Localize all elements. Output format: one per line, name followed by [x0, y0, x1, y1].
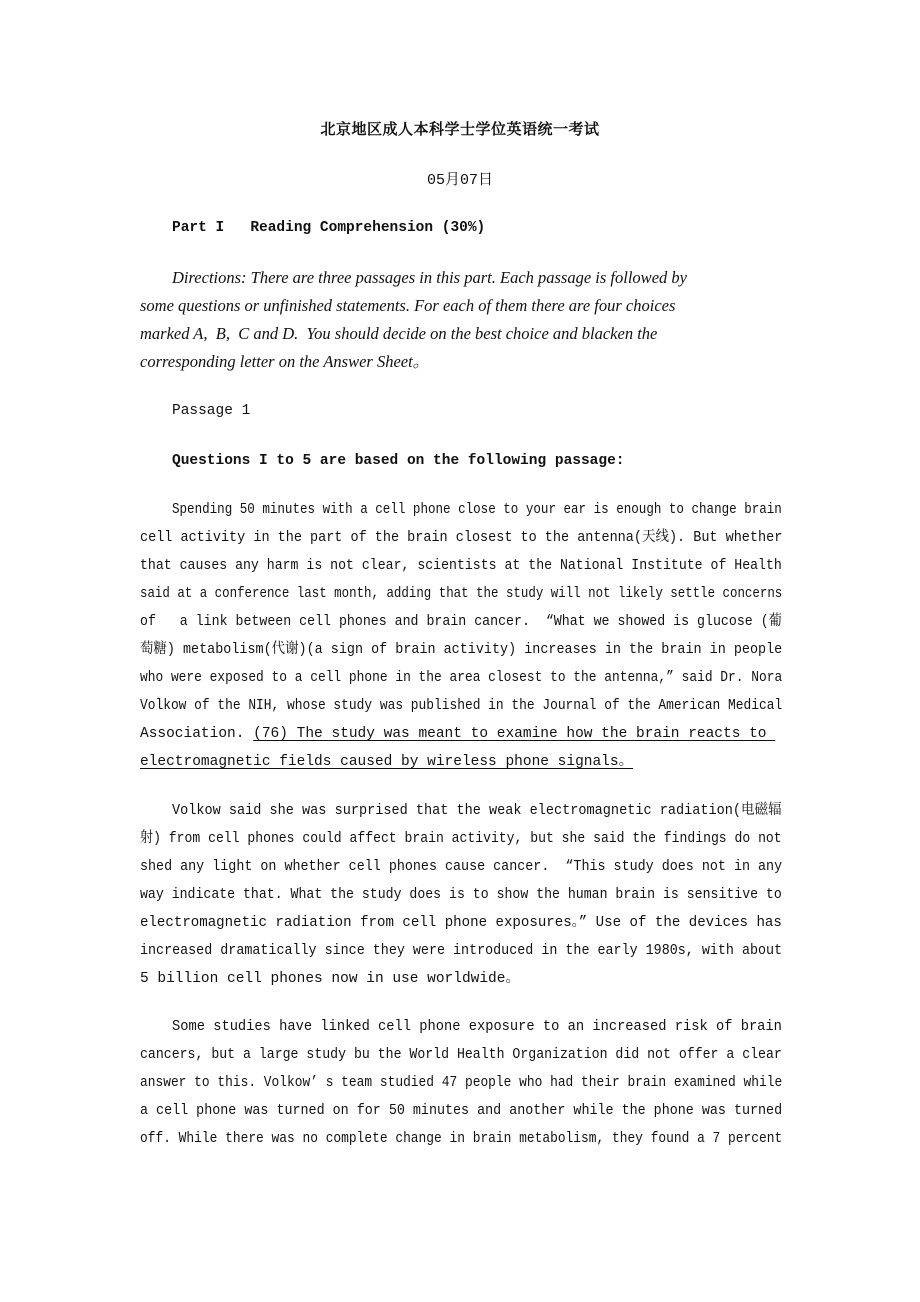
paragraph-line: cell activity in the part of the brain closest to the antenna(天线). But whether [140, 530, 783, 546]
directions-line: marked A, B, C and D. You should decide on the best choice and blacken the [140, 324, 658, 343]
directions-line: Directions: There are three passages in this part. Each passage is followed by [172, 268, 687, 287]
paragraph-line [140, 724, 775, 744]
paragraph-line: 萄糖) metabolism(代谢)(a sign of brain activity) increases in the brain in people [140, 642, 783, 658]
underlined-translation-sentence: electromagnetic fields caused by wireless phone signals。 [140, 754, 634, 770]
passage-label: Passage 1 [172, 403, 251, 419]
underlined-translation-sentence: (76) The study was meant to examine how the brain reacts to [253, 726, 776, 742]
paragraph-text: Association. [140, 726, 254, 742]
paragraph-line: off. While there was no complete change in brain metabolism, they found a 7 percent [140, 1131, 783, 1147]
paragraph-line: who were exposed to a cell phone in the area closest to the antenna,” said Dr. Nora [140, 670, 783, 686]
paragraph-line: that causes any harm is not clear, scientists at the National Institute of Health [140, 558, 782, 574]
paragraph-line: Volkow said she was surprised that the weak electromagnetic radiation(电磁辐 [172, 803, 782, 819]
directions-line: some questions or unfinished statements. For each of them there are four choices [140, 296, 676, 315]
paragraph-line: Spending 50 minutes with a cell phone close to your ear is enough to change brain [172, 502, 782, 518]
paragraph-line: shed any light on whether cell phones cause cancer. “This study does not in any [140, 859, 783, 875]
paragraph-line: cancers, but a large study bu the World Health Organization did not offer a clear [140, 1047, 782, 1063]
paragraph-line: answer to this. Volkow’ s team studied 47 people who had their brain examined while [140, 1075, 783, 1091]
paragraph-line: Some studies have linked cell phone exposure to an increased risk of brain [172, 1019, 782, 1035]
paragraph-line: increased dramatically since they were introduced in the early 1980s, with about [140, 943, 783, 959]
paragraph-line: said at a conference last month, adding that the study will not likely settle concerns [140, 586, 783, 602]
paragraph-line: 射) from cell phones could affect brain activity, but she said the findings do not [140, 831, 782, 847]
document-date: 05月07日 [426, 172, 493, 189]
paragraph-line: of a link between cell phones and brain cancer. “What we showed is glucose (葡 [140, 614, 782, 630]
document-title: 北京地区成人本科学士学位英语统一考试 [320, 120, 600, 138]
paragraph-line: way indicate that. What the study does is to show the human brain is sensitive to [140, 887, 782, 903]
paragraph-line: 5 billion cell phones now in use worldwide。 [140, 971, 520, 987]
paragraph-line: Volkow of the NIH, whose study was published in the Journal of the American Medical [140, 698, 783, 714]
directions-line: corresponding letter on the Answer Sheet。 [140, 352, 430, 371]
part-heading: Part I Reading Comprehension (30%) [172, 220, 486, 236]
questions-intro: Questions I to 5 are based on the following passage: [172, 453, 625, 469]
paragraph-line: electromagnetic radiation from cell phone exposures。” Use of the devices has [140, 915, 782, 931]
paragraph-line: a cell phone was turned on for 50 minutes and another while the phone was turned [140, 1103, 783, 1119]
